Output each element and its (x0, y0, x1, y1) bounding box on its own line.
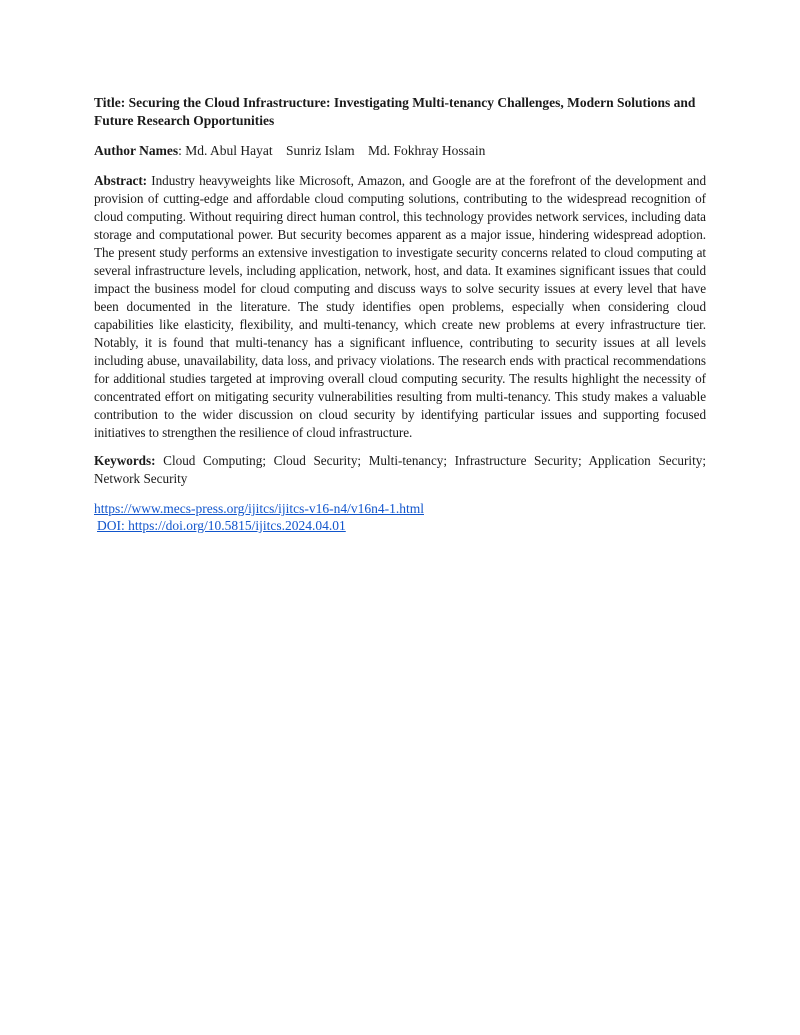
title-label: Title: (94, 95, 126, 110)
author-names: Author Names: Md. Abul Hayat Sunriz Islam Md. Fokhray Hossain (94, 143, 486, 158)
author-name-1: Md. Abul Hayat (185, 143, 273, 158)
title-text: Securing the Cloud Infrastructure: Investigating Multi-tenancy Challenges, Modern Solutions and Future Research Opportunities (94, 95, 696, 128)
abstract-text: Industry heavyweights like Microsoft, Amazon, and Google are at the forefront of the development and provision of cutting-edge and affordable cloud computing solutions, contributing to the widespread recognition of cloud computing. Without requiring direct human control, this technology provides network services, including data storage and computational power. But security becomes apparent as a major issue, hindering widespread adoption. The present study performs an extensive investigation to investigate security concerns related to cloud computing at several infrastructure levels, including application, network, host, and data. It examines significant issues that could impact the business model for cloud computing and discuss ways to solve security issues at every level that have been documented in the literature. The study identifies open problems, especially when considering cloud capabilities like elasticity, flexibility, and multi-tenancy, which create new problems at every infrastructure tier. Notably, it is found that multi-tenancy has a significant influence, contributing to security issues at all levels including abuse, unavailability, data loss, and privacy violations. The research ends with practical recommendations for additional studies targeted at improving overall cloud computing security. The results highlight the necessity of concentrated effort on mitigating security vulnerabilities resulting from multi-tenancy. This study makes a valuable contribution to the wider discussion on cloud security by identifying particular issues and supporting focused initiatives to strengthen the resilience of cloud infrastructure. (94, 173, 707, 440)
author-name-3: Md. Fokhray Hossain (368, 143, 486, 158)
keywords (94, 452, 706, 488)
author-name-2: Sunriz Islam (286, 143, 355, 158)
abstract-label: Abstract: (94, 173, 148, 188)
paper-title (94, 94, 706, 130)
paper-front-matter (94, 94, 706, 534)
keywords-text: Cloud Computing; Cloud Security; Multi-tenancy; Infrastructure Security; Application Security; Network Security (94, 453, 706, 486)
article-url-link[interactable]: https://www.mecs-press.org/ijitcs/ijitcs-v16-n4/v16n4-1.html (94, 501, 424, 516)
doi-link[interactable]: DOI: https://doi.org/10.5815/ijitcs.2024.04.01 (97, 518, 346, 533)
keywords-label: Keywords: (94, 453, 156, 468)
author-names-label: Author Names (94, 143, 179, 158)
abstract (94, 172, 706, 442)
